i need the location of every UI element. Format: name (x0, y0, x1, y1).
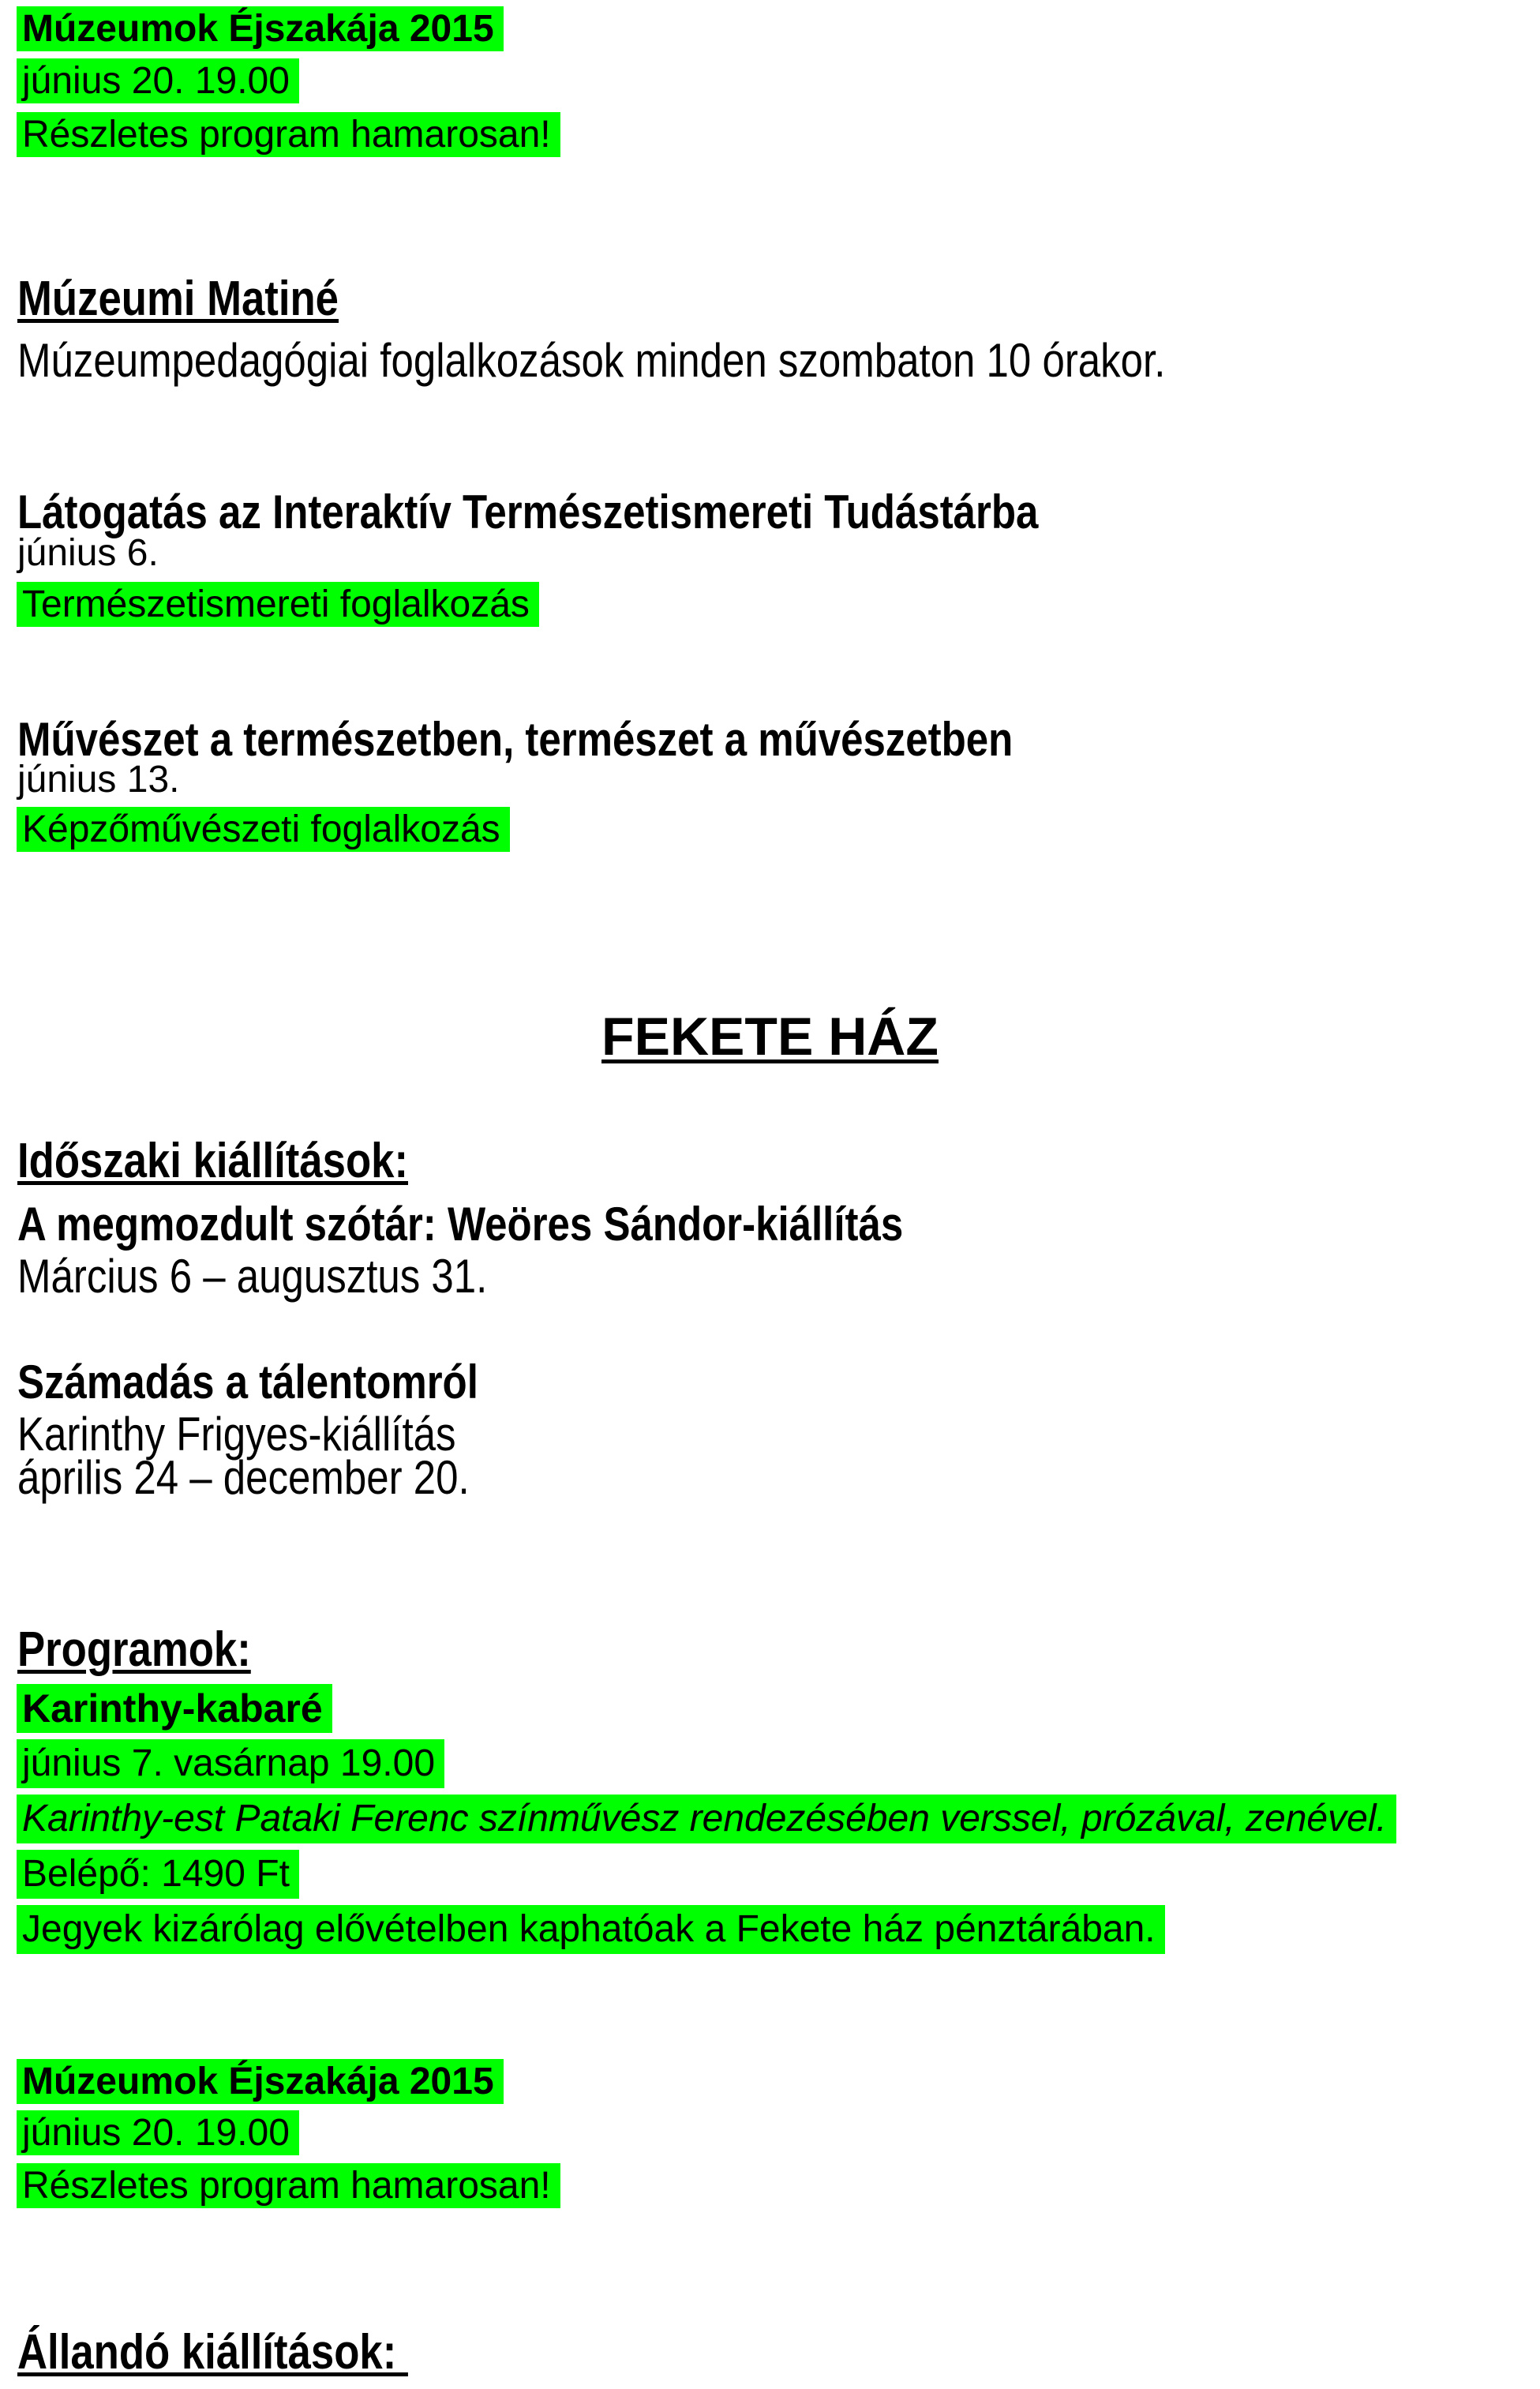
bottom-announcement-date-line (22, 2110, 299, 2155)
event-date-line (22, 1739, 444, 1788)
program2-type-highlight: Képzőművészeti foglalkozás (17, 807, 510, 852)
exhibition1-title: A megmozdult szótár: Weöres Sándor-kiállítás (17, 1198, 904, 1251)
venue-heading: FEKETE HÁZ (601, 1007, 939, 1067)
event-date-highlight: június 7. vasárnap 19.00 (17, 1739, 444, 1788)
exhibition2-subtitle: Karinthy Frigyes-kiállítás (17, 1408, 456, 1461)
matine-heading: Múzeumi Matiné (17, 272, 339, 326)
program1-title: Látogatás az Interaktív Természetismereti Tudástárba (17, 486, 1039, 538)
program1-type-highlight: Természetismereti foglalkozás (17, 582, 539, 627)
event-title-line (22, 1684, 332, 1733)
announcement-date-line (22, 58, 299, 103)
matine-description: Múzeumpedagógiai foglalkozások minden szombaton 10 órakor. (17, 334, 1166, 387)
event-ticket-info-highlight: Jegyek kizárólag elővételben kaphatóak a Fekete ház pénztárában. (17, 1905, 1165, 1954)
event-description-highlight: Karinthy-est Pataki Ferenc színművész rendezésében verssel, prózával, zenével. (17, 1795, 1396, 1843)
program1-date: június 6. (17, 532, 159, 574)
event-title-highlight: Karinthy-kabaré (17, 1684, 332, 1733)
event-ticket-info-line (22, 1905, 1165, 1954)
program1-type-line (22, 582, 539, 627)
bottom-announcement-note-highlight: Részletes program hamarosan! (17, 2163, 560, 2208)
exhibition1-date: Március 6 – augusztus 31. (17, 1250, 488, 1303)
permanent-exhibitions-heading: Állandó kiállítások: (17, 2325, 408, 2380)
announcement-title-highlight: Múzeumok Éjszakája 2015 (17, 6, 504, 51)
announcement-title-line (22, 6, 504, 51)
program2-date: június 13. (17, 759, 180, 801)
program2-title: Művészet a természetben, természet a művészetben (17, 713, 1014, 766)
bottom-announcement-title-line (22, 2059, 504, 2104)
programs-heading: Programok: (17, 1622, 251, 1677)
event-price-line (22, 1850, 299, 1899)
bottom-announcement-title-highlight: Múzeumok Éjszakája 2015 (17, 2059, 504, 2104)
announcement-note-line (22, 112, 560, 157)
event-price-highlight: Belépő: 1490 Ft (17, 1850, 299, 1899)
exhibition2-date: április 24 – december 20. (17, 1451, 470, 1504)
announcement-date-highlight: június 20. 19.00 (17, 58, 299, 103)
bottom-announcement-date-highlight: június 20. 19.00 (17, 2110, 299, 2155)
exhibition2-title: Számadás a tálentomról (17, 1356, 478, 1408)
bottom-announcement-note-line (22, 2163, 560, 2208)
program2-type-line (22, 807, 510, 852)
event-description-line (22, 1795, 1396, 1843)
temporary-exhibitions-heading: Időszaki kiállítások: (17, 1134, 408, 1188)
announcement-note-highlight: Részletes program hamarosan! (17, 112, 560, 157)
